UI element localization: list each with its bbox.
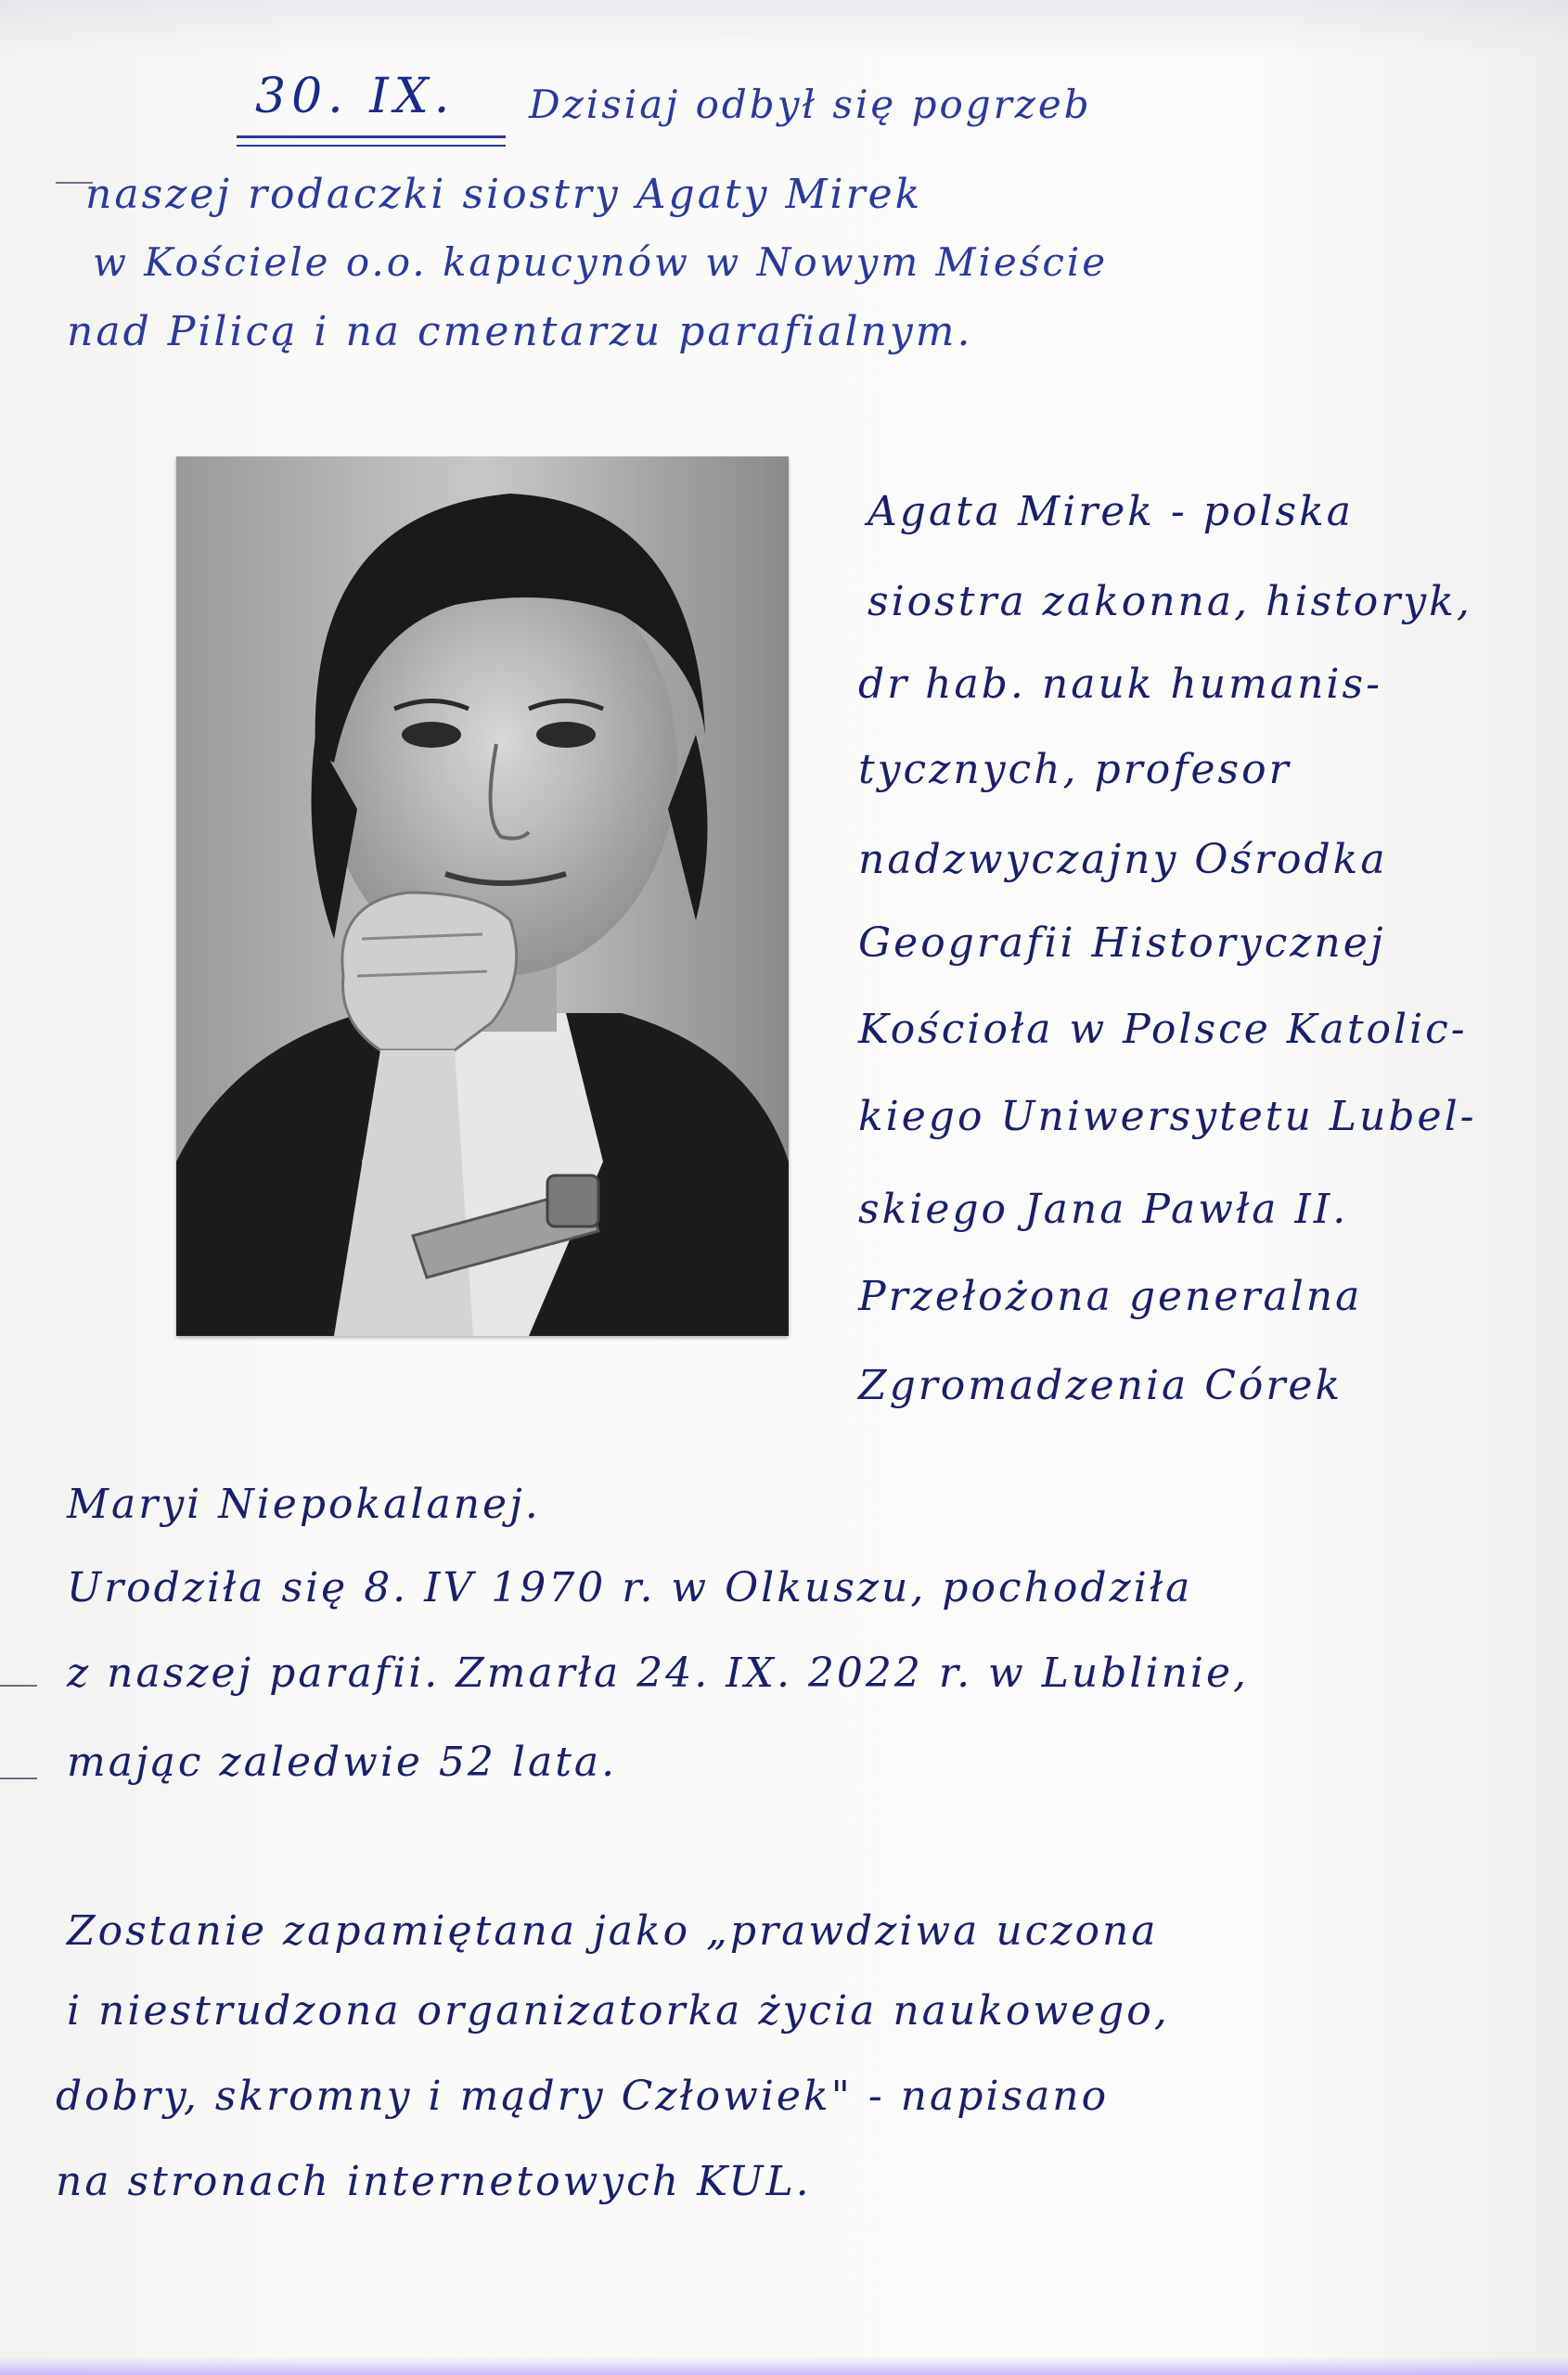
closing-line: Zostanie zapamiętana jako „prawdziwa uczona — [67, 1907, 1159, 1955]
body-line: mając zaledwie 52 lata. — [67, 1739, 618, 1786]
bio-line: tycznych, profesor — [858, 746, 1292, 793]
bio-line: Zgromadzenia Córek — [858, 1362, 1343, 1409]
margin-mark — [56, 182, 93, 184]
bio-line: Geografii Historycznej — [858, 919, 1386, 967]
bio-line: siostra zakonna, historyk, — [868, 578, 1472, 625]
portrait-photo — [176, 456, 789, 1336]
entry-date: 30. IX. — [255, 69, 456, 124]
bio-line: Kościoła w Polsce Katolic- — [858, 1006, 1468, 1053]
body-line: z naszej parafii. Zmarła 24. IX. 2022 r. w Lublinie, — [67, 1650, 1250, 1697]
body-line: Maryi Niepokalanej. — [67, 1481, 541, 1528]
date-underline-double — [237, 145, 506, 147]
date-underline — [237, 135, 506, 138]
body-line: Urodziła się 8. IV 1970 r. w Olkuszu, pochodziła — [67, 1564, 1193, 1611]
margin-mark — [0, 1778, 37, 1779]
bio-line: nadzwyczajny Ośrodka — [858, 836, 1388, 883]
intro-line: naszej rodaczki siostry Agaty Mirek — [85, 171, 923, 218]
page-shadow — [0, 0, 1568, 56]
bio-line: Przełożona generalna — [858, 1273, 1363, 1320]
closing-line: i niestrudzona organizatorka życia naukowego, — [67, 1987, 1170, 2035]
bio-line: skiego Jana Pawła II. — [858, 1186, 1349, 1233]
intro-line: nad Pilicą i na cmentarzu parafialnym. — [67, 308, 973, 355]
page-edge — [0, 2356, 1568, 2375]
heading-text: Dzisiaj odbył się pogrzeb — [529, 82, 1092, 127]
bio-line: Agata Mirek - polska — [868, 488, 1354, 535]
bio-line: kiego Uniwersytetu Lubel- — [858, 1093, 1477, 1140]
bio-line: dr hab. nauk humanis- — [858, 661, 1382, 708]
margin-mark — [0, 1685, 37, 1687]
closing-line: na stronach internetowych KUL. — [56, 2158, 812, 2205]
intro-line: w Kościele o.o. kapucynów w Nowym Mieście — [93, 239, 1109, 285]
closing-line: dobry, skromny i mądry Człowiek" - napisano — [56, 2073, 1110, 2120]
